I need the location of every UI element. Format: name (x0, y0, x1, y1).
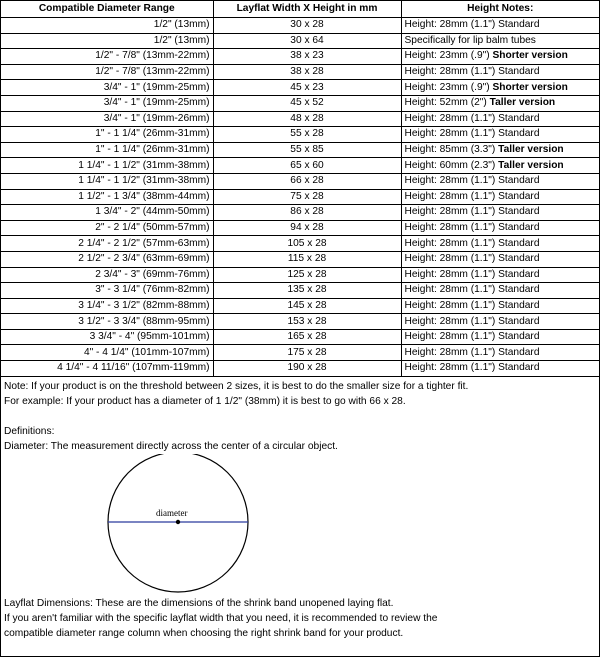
layflat-size-cell: 125 x 28 (213, 267, 401, 283)
height-note-text: Height: 23mm (.9") (404, 81, 490, 93)
size-table (1, 1, 599, 377)
height-note-text: Height: 28mm (1.1") Standard (404, 299, 540, 311)
layflat-size-cell: 165 x 28 (213, 329, 401, 345)
diameter-range-cell: 2" - 2 1/4" (50mm-57mm) (1, 220, 213, 236)
layflat-size-cell: 30 x 64 (213, 33, 401, 49)
table-row (1, 251, 599, 267)
advice-line-1: If you aren't familiar with the specific layflat width that you need, it is recommended to review the (4, 612, 438, 624)
table-row (1, 345, 599, 361)
diameter-range-cell: 1 3/4" - 2" (44mm-50mm) (1, 205, 213, 221)
diameter-range-cell: 1" - 1 1/4" (26mm-31mm) (1, 142, 213, 158)
height-note-cell (401, 236, 599, 252)
table-row (1, 236, 599, 252)
table-row (1, 329, 599, 345)
layflat-size-cell: 153 x 28 (213, 314, 401, 330)
height-note-text: Height: 28mm (1.1") Standard (404, 222, 540, 234)
table-header-row (1, 1, 599, 18)
diameter-range-cell: 1 1/4" - 1 1/2" (31mm-38mm) (1, 158, 213, 174)
height-note-cell (401, 80, 599, 96)
height-note-cell (401, 283, 599, 299)
diameter-range-cell: 1/2" - 7/8" (13mm-22mm) (1, 64, 213, 80)
diameter-range-cell: 1" - 1 1/4" (26mm-31mm) (1, 127, 213, 143)
layflat-size-cell: 65 x 60 (213, 158, 401, 174)
diameter-range-cell: 3 1/2" - 3 3/4" (88mm-95mm) (1, 314, 213, 330)
diameter-range-cell: 3 3/4" - 4" (95mm-101mm) (1, 329, 213, 345)
table-row (1, 95, 599, 111)
height-note-text: Height: 28mm (1.1") Standard (404, 206, 540, 218)
diameter-diagram (1, 454, 599, 596)
table-row (1, 18, 599, 34)
diameter-range-cell: 3 1/4" - 3 1/2" (82mm-88mm) (1, 298, 213, 314)
layflat-definition: Layflat Dimensions: These are the dimensions of the shrink band unopened laying flat. (4, 597, 394, 609)
table-row (1, 314, 599, 330)
diameter-range-cell: 2 3/4" - 3" (69mm-76mm) (1, 267, 213, 283)
example-note: For example: If your product has a diameter of 1 1/2" (38mm) it is best to go with 66 x 28. (4, 395, 406, 407)
height-note-cell (401, 345, 599, 361)
diameter-range-cell: 2 1/2" - 2 3/4" (63mm-69mm) (1, 251, 213, 267)
diameter-range-cell: 3/4" - 1" (19mm-25mm) (1, 80, 213, 96)
height-note-text: Height: 23mm (.9") (404, 50, 490, 62)
height-note-cell (401, 49, 599, 65)
table-row (1, 64, 599, 80)
table-row (1, 80, 599, 96)
height-note-text: Height: 28mm (1.1") Standard (404, 362, 540, 374)
diameter-range-cell: 1/2" (13mm) (1, 33, 213, 49)
diameter-definition: Diameter: The measurement directly across the center of a circular object. (4, 440, 338, 452)
height-note-text: Height: 28mm (1.1") Standard (404, 346, 540, 358)
height-note-cell (401, 189, 599, 205)
height-note-text: Height: 28mm (1.1") Standard (404, 268, 540, 280)
height-note-text: Height: 28mm (1.1") Standard (404, 284, 540, 296)
layflat-size-cell: 45 x 23 (213, 80, 401, 96)
layflat-size-cell: 66 x 28 (213, 173, 401, 189)
height-note-text: Height: 28mm (1.1") Standard (404, 190, 540, 202)
layflat-size-cell: 86 x 28 (213, 205, 401, 221)
height-variant-label: Taller version (498, 144, 564, 156)
layflat-size-cell: 55 x 28 (213, 127, 401, 143)
height-note-text: Height: 28mm (1.1") Standard (404, 331, 540, 343)
diameter-range-cell: 1/2" (13mm) (1, 18, 213, 34)
header-layflat-size: Layflat Width X Height in mm (213, 1, 401, 18)
layflat-size-cell: 48 x 28 (213, 111, 401, 127)
height-note-cell (401, 251, 599, 267)
definitions-heading: Definitions: (4, 425, 55, 437)
layflat-size-cell: 135 x 28 (213, 283, 401, 299)
layflat-size-cell: 30 x 28 (213, 18, 401, 34)
layflat-size-cell: 38 x 23 (213, 49, 401, 65)
height-note-cell (401, 33, 599, 49)
height-note-text: Height: 85mm (3.3") (404, 144, 496, 156)
layflat-size-cell: 38 x 28 (213, 64, 401, 80)
layflat-size-cell: 115 x 28 (213, 251, 401, 267)
table-row (1, 142, 599, 158)
advice-line-2: compatible diameter range column when choosing the right shrink band for your product. (4, 627, 404, 639)
height-note-cell (401, 173, 599, 189)
height-note-cell (401, 111, 599, 127)
height-note-cell (401, 329, 599, 345)
header-height-notes: Height Notes: (401, 1, 599, 18)
table-row (1, 267, 599, 283)
layflat-size-cell: 45 x 52 (213, 95, 401, 111)
height-variant-label: Shorter version (492, 81, 568, 93)
height-note-cell (401, 127, 599, 143)
height-variant-label: Taller version (498, 159, 564, 171)
height-note-cell (401, 18, 599, 34)
circle-diagram (101, 454, 261, 594)
table-row (1, 173, 599, 189)
height-note-text: Height: 28mm (1.1") Standard (404, 315, 540, 327)
diameter-range-cell: 4" - 4 1/4" (101mm-107mm) (1, 345, 213, 361)
table-row (1, 361, 599, 377)
height-note-cell (401, 267, 599, 283)
height-note-cell (401, 220, 599, 236)
height-note-cell (401, 361, 599, 377)
height-note-cell (401, 298, 599, 314)
height-note-text: Height: 60mm (2.3") (404, 159, 496, 171)
table-row (1, 220, 599, 236)
diameter-range-cell: 3" - 3 1/4" (76mm-82mm) (1, 283, 213, 299)
layflat-size-cell: 55 x 85 (213, 142, 401, 158)
height-note-cell (401, 205, 599, 221)
height-note-text: Height: 28mm (1.1") Standard (404, 253, 540, 265)
layflat-size-cell: 105 x 28 (213, 236, 401, 252)
diameter-range-cell: 3/4" - 1" (19mm-26mm) (1, 111, 213, 127)
table-row (1, 298, 599, 314)
height-note-cell (401, 95, 599, 111)
bottom-section (1, 596, 599, 641)
height-note-cell (401, 158, 599, 174)
diameter-range-cell: 1 1/4" - 1 1/2" (31mm-38mm) (1, 173, 213, 189)
height-note-cell (401, 314, 599, 330)
height-note-text: Height: 28mm (1.1") Standard (404, 112, 540, 124)
height-note-text: Height: 28mm (1.1") Standard (404, 237, 540, 249)
notes-section (1, 377, 599, 454)
table-row (1, 49, 599, 65)
diameter-range-cell: 3/4" - 1" (19mm-25mm) (1, 95, 213, 111)
diameter-range-cell: 4 1/4" - 4 11/16" (107mm-119mm) (1, 361, 213, 377)
height-note-text: Height: 28mm (1.1") Standard (404, 128, 540, 140)
height-variant-label: Taller version (489, 97, 556, 109)
height-note-cell (401, 64, 599, 80)
table-row (1, 158, 599, 174)
table-row (1, 33, 599, 49)
table-row (1, 189, 599, 205)
diameter-label: diameter (156, 507, 188, 518)
layflat-size-cell: 94 x 28 (213, 220, 401, 236)
diameter-range-cell: 1 1/2" - 1 3/4" (38mm-44mm) (1, 189, 213, 205)
height-variant-label: Shorter version (492, 50, 568, 62)
size-table-body (1, 18, 599, 377)
table-row (1, 283, 599, 299)
diameter-range-cell: 1/2" - 7/8" (13mm-22mm) (1, 49, 213, 65)
height-note-cell (401, 142, 599, 158)
center-point (176, 519, 180, 523)
layflat-size-cell: 175 x 28 (213, 345, 401, 361)
table-row (1, 111, 599, 127)
height-note-text: Height: 28mm (1.1") Standard (404, 66, 540, 78)
height-note-text: Specifically for lip balm tubes (404, 34, 536, 46)
diameter-range-cell: 2 1/4" - 2 1/2" (57mm-63mm) (1, 236, 213, 252)
layflat-size-cell: 145 x 28 (213, 298, 401, 314)
table-row (1, 127, 599, 143)
table-row (1, 205, 599, 221)
header-diameter-range: Compatible Diameter Range (1, 1, 213, 18)
height-note-text: Height: 28mm (1.1") Standard (404, 175, 540, 187)
height-note-text: Height: 28mm (1.1") Standard (404, 19, 540, 31)
height-note-text: Height: 52mm (2") (404, 97, 487, 109)
threshold-note: Note: If your product is on the threshold between 2 sizes, it is best to do the smaller size for a tighter fit. (4, 380, 469, 392)
layflat-size-cell: 75 x 28 (213, 189, 401, 205)
layflat-size-cell: 190 x 28 (213, 361, 401, 377)
